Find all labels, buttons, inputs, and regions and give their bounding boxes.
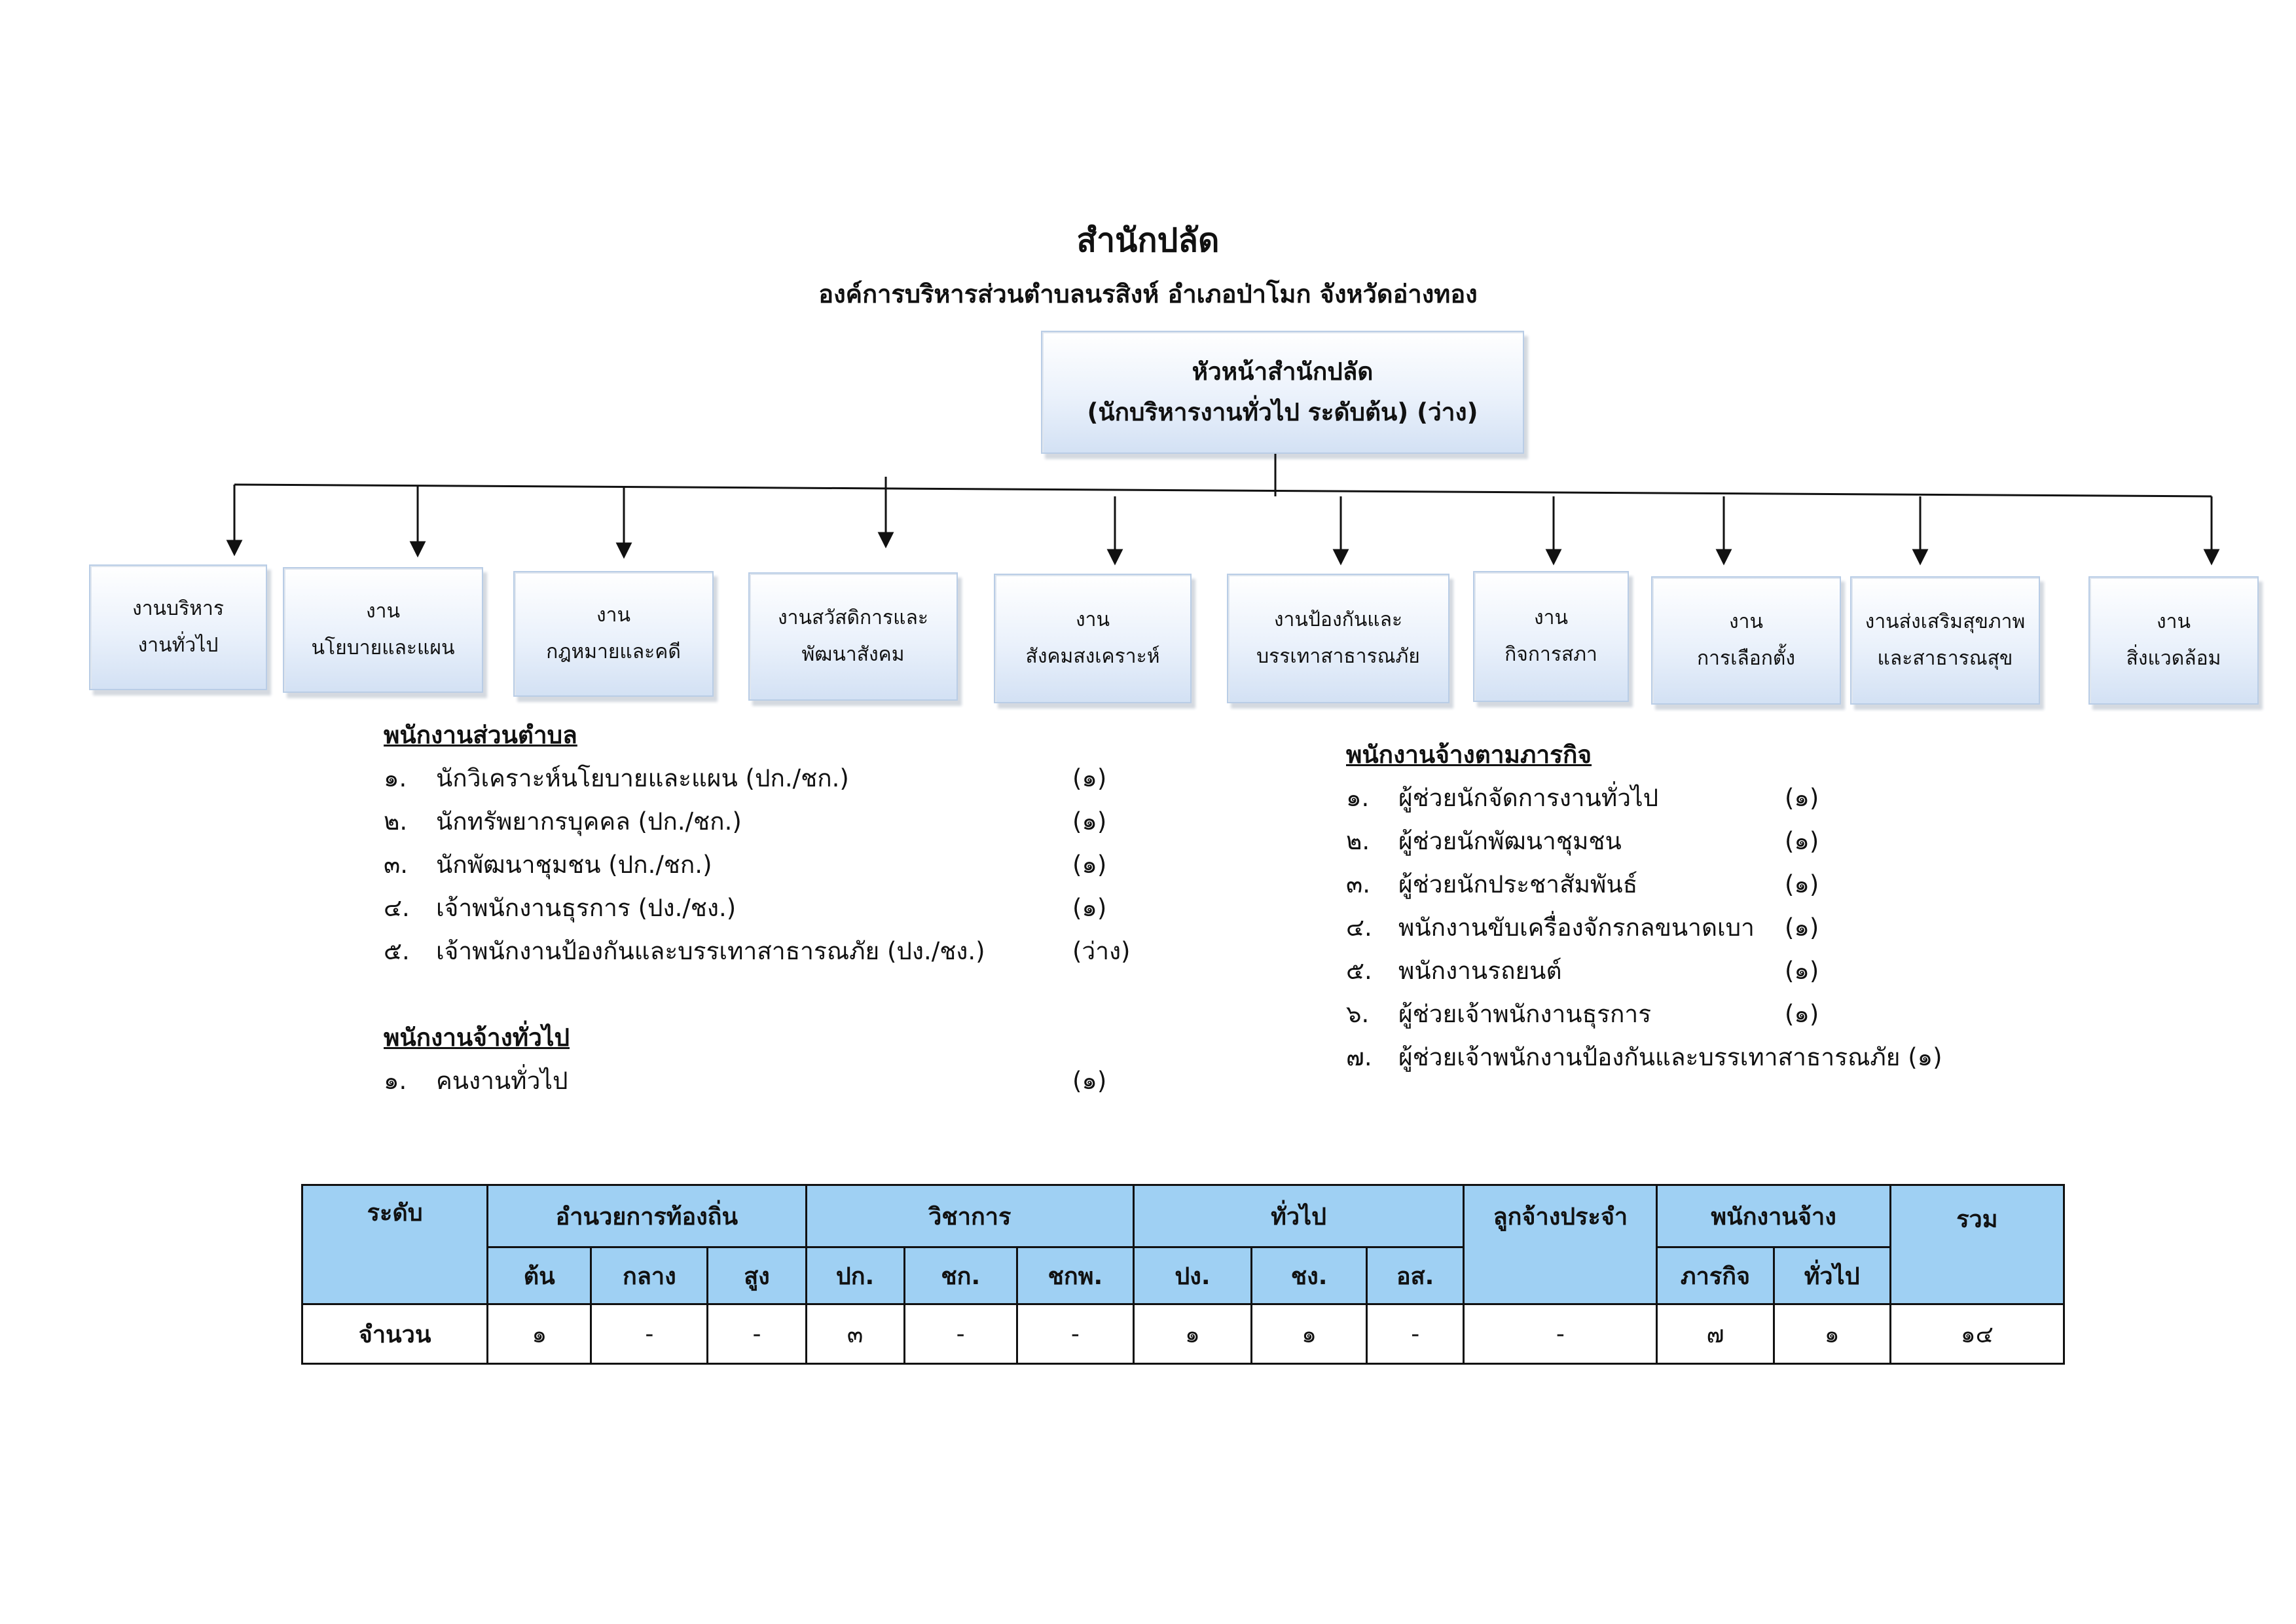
head-box-title: หัวหน้าสำนักปลัด	[1192, 358, 1374, 386]
unit-line1: งานบริหาร	[132, 597, 224, 620]
item-number: ๒.	[1346, 827, 1370, 855]
arrow-head	[1547, 550, 1560, 563]
item-title: คนงานทั่วไป	[436, 1067, 568, 1095]
item-number: ๑.	[1346, 784, 1370, 812]
unit-line1: งานป้องกันและ	[1273, 608, 1403, 631]
unit-box-social-welfare	[748, 572, 958, 701]
count-cell-mission: ๗	[1657, 1304, 1774, 1364]
unit-line1: งาน	[1533, 606, 1568, 629]
arrow-head	[1717, 550, 1730, 563]
sub-header-pk: ปก.	[806, 1247, 904, 1304]
general-header: ทั่วไป	[1133, 1185, 1463, 1247]
head-box-position: (นักบริหารงานทั่วไป ระดับต้น) (ว่าง)	[1087, 398, 1478, 426]
count-cell-pg: ๑	[1133, 1304, 1251, 1364]
unit-line2: นโยบายและแผน	[311, 637, 455, 659]
unit-line1: งานสวัสดิการและ	[778, 606, 928, 629]
count-cell-sung: -	[708, 1304, 806, 1364]
item-number: ๔.	[1346, 913, 1372, 942]
item-count: (๑)	[1072, 894, 1107, 922]
permanent-worker-header: ลูกจ้างประจำ	[1464, 1185, 1657, 1304]
arrow-head	[1914, 550, 1927, 563]
staff-item	[384, 930, 1169, 973]
count-cell-pk: ๓	[806, 1304, 904, 1364]
item-title: พนักงานรถยนต์	[1398, 957, 1562, 985]
item-count: (๑)	[1785, 1000, 1819, 1028]
item-number: ๖.	[1346, 1000, 1370, 1028]
summary-table	[301, 1184, 2065, 1365]
unit-box-disaster-prevention	[1227, 574, 1449, 703]
sub-header-chkp: ชกพ.	[1017, 1247, 1133, 1304]
item-number: ๗.	[1346, 1043, 1372, 1071]
unit-line2: งานทั่วไป	[137, 634, 219, 657]
mission-employees-section	[1346, 733, 2197, 1079]
page-title: สำนักปลัด	[1076, 221, 1220, 259]
item-title: ผู้ช่วยเจ้าพนักงานธุรการ	[1398, 1000, 1652, 1028]
unit-box-council-affairs	[1473, 571, 1629, 702]
sub-header-chg: ชง.	[1252, 1247, 1367, 1304]
unit-line2: บรรเทาสาธารณภัย	[1256, 645, 1420, 668]
item-title: ผู้ช่วยนักประชาสัมพันธ์	[1398, 870, 1638, 898]
count-cell-general-employee: ๑	[1774, 1304, 1890, 1364]
unit-line1: งาน	[1728, 610, 1763, 633]
staff-item	[1346, 993, 2197, 1036]
unit-line2: พัฒนาสังคม	[801, 643, 905, 666]
unit-line2: สังคมสงเคราะห์	[1025, 645, 1160, 668]
sub-header-os: อส.	[1367, 1247, 1464, 1304]
count-cell-chg: ๑	[1252, 1304, 1367, 1364]
unit-line2: กฎหมายและคดี	[546, 640, 681, 663]
sub-header-ton: ต้น	[488, 1247, 591, 1304]
staff-item	[384, 843, 1169, 887]
unit-line1: งานส่งเสริมสุขภาพ	[1865, 610, 2026, 633]
staff-item	[1346, 820, 2197, 863]
academic-header: วิชาการ	[806, 1185, 1133, 1247]
arrow-head	[411, 542, 424, 555]
level-header: ระดับ	[302, 1185, 488, 1304]
item-title: นักวิเคราะห์นโยบายและแผน (ปก./ชก.)	[436, 764, 849, 792]
item-count: (๑)	[1785, 913, 1819, 942]
item-number: ๑.	[384, 1067, 407, 1095]
unit-line2: และสาธารณสุข	[1877, 647, 2013, 670]
section-title: พนักงานจ้างตามภารกิจ	[1346, 741, 1592, 769]
unit-line2: การเลือกตั้ง	[1696, 647, 1796, 670]
staff-item	[1346, 950, 2197, 993]
count-cell-klang: -	[591, 1304, 708, 1364]
item-count: (๑)	[1072, 807, 1107, 836]
page-subtitle: องค์การบริหารส่วนตำบลนรสิงห์ อำเภอป่าโมก จังหวัดอ่างทอง	[818, 280, 1478, 308]
arrow-head	[228, 541, 241, 554]
sub-header-pg: ปง.	[1133, 1247, 1251, 1304]
item-count: (๑)	[1785, 870, 1819, 898]
section-title: พนักงานจ้างทั่วไป	[384, 1024, 570, 1052]
general-employees-section	[384, 1016, 1169, 1103]
unit-box-policy-plan	[283, 567, 483, 693]
item-count: (๑)	[1072, 764, 1107, 792]
item-title: ผู้ช่วยนักพัฒนาชุมชน	[1398, 827, 1622, 855]
item-title: นักทรัพยากรบุคคล (ปก./ชก.)	[436, 807, 742, 836]
item-title: ผู้ช่วยนักจัดการงานทั่วไป	[1398, 784, 1659, 812]
subdistrict-staff-section	[384, 714, 1169, 973]
unit-line1: งาน	[365, 600, 400, 623]
unit-box-election	[1651, 576, 1841, 705]
staff-item	[1346, 906, 2197, 950]
item-number: ๑.	[384, 764, 407, 792]
total-header: รวม	[1890, 1185, 2064, 1304]
unit-box-general-admin	[89, 564, 267, 690]
count-cell-ton: ๑	[488, 1304, 591, 1364]
arrow-head	[2205, 550, 2218, 563]
employee-header: พนักงานจ้าง	[1657, 1185, 1890, 1247]
staff-item	[1346, 777, 2197, 820]
item-title: ผู้ช่วยเจ้าพนักงานป้องกันและบรรเทาสาธารณภัย (๑)	[1398, 1043, 1942, 1071]
unit-line1: งาน	[596, 604, 630, 627]
unit-box-social-assistance	[994, 574, 1192, 703]
item-number: ๓.	[384, 851, 409, 879]
item-count: (๑)	[1072, 851, 1107, 879]
sub-header-mission: ภารกิจ	[1657, 1247, 1774, 1304]
arrow-head	[1334, 550, 1347, 563]
item-title: เจ้าพนักงานธุรการ (ปง./ชง.)	[436, 894, 737, 922]
item-count: (ว่าง)	[1072, 937, 1131, 965]
unit-line2: กิจการสภา	[1504, 643, 1597, 666]
item-title: นักพัฒนาชุมชน (ปก./ชก.)	[436, 851, 712, 879]
count-row-label: จำนวน	[302, 1304, 488, 1364]
item-number: ๒.	[384, 807, 408, 836]
sub-header-general-employee: ทั่วไป	[1774, 1247, 1890, 1304]
arrow-head	[1108, 550, 1121, 563]
item-title: เจ้าพนักงานป้องกันและบรรเทาสาธารณภัย (ปง./ชง.)	[436, 937, 985, 965]
unit-line1: งาน	[2156, 610, 2191, 633]
staff-item	[384, 1060, 1169, 1103]
unit-box-environment	[2088, 576, 2259, 705]
staff-item	[1346, 863, 2197, 906]
staff-item	[384, 757, 1169, 800]
item-count: (๑)	[1785, 957, 1819, 985]
sub-header-klang: กลาง	[591, 1247, 708, 1304]
unit-line2: สิ่งแวดล้อม	[2126, 647, 2221, 670]
staff-item	[384, 800, 1169, 843]
arrow-head	[879, 533, 892, 546]
item-count: (๑)	[1072, 1067, 1107, 1095]
count-cell-permanent-worker: -	[1464, 1304, 1657, 1364]
unit-box-public-health	[1850, 576, 2040, 705]
item-count: (๑)	[1785, 784, 1819, 812]
arrow-head	[617, 544, 630, 557]
unit-line1: งาน	[1075, 608, 1110, 631]
item-number: ๕.	[1346, 957, 1372, 985]
staff-item	[384, 887, 1169, 930]
count-cell-chkp: -	[1017, 1304, 1133, 1364]
unit-box-law	[513, 571, 714, 697]
horizontal-connector-line	[234, 485, 2212, 496]
count-cell-os: -	[1367, 1304, 1464, 1364]
item-title: พนักงานขับเครื่องจักรกลขนาดเบา	[1398, 913, 1755, 942]
count-cell-chk: -	[904, 1304, 1017, 1364]
item-count: (๑)	[1785, 827, 1819, 855]
item-number: ๕.	[384, 937, 410, 965]
item-number: ๔.	[384, 894, 410, 922]
sub-header-sung: สูง	[708, 1247, 806, 1304]
item-number: ๓.	[1346, 870, 1371, 898]
count-cell-total: ๑๔	[1890, 1304, 2064, 1364]
staff-item	[1346, 1036, 2197, 1079]
section-title: พนักงานส่วนตำบล	[384, 721, 577, 749]
local-admin-header: อำนวยการท้องถิ่น	[488, 1185, 806, 1247]
sub-header-chk: ชก.	[904, 1247, 1017, 1304]
